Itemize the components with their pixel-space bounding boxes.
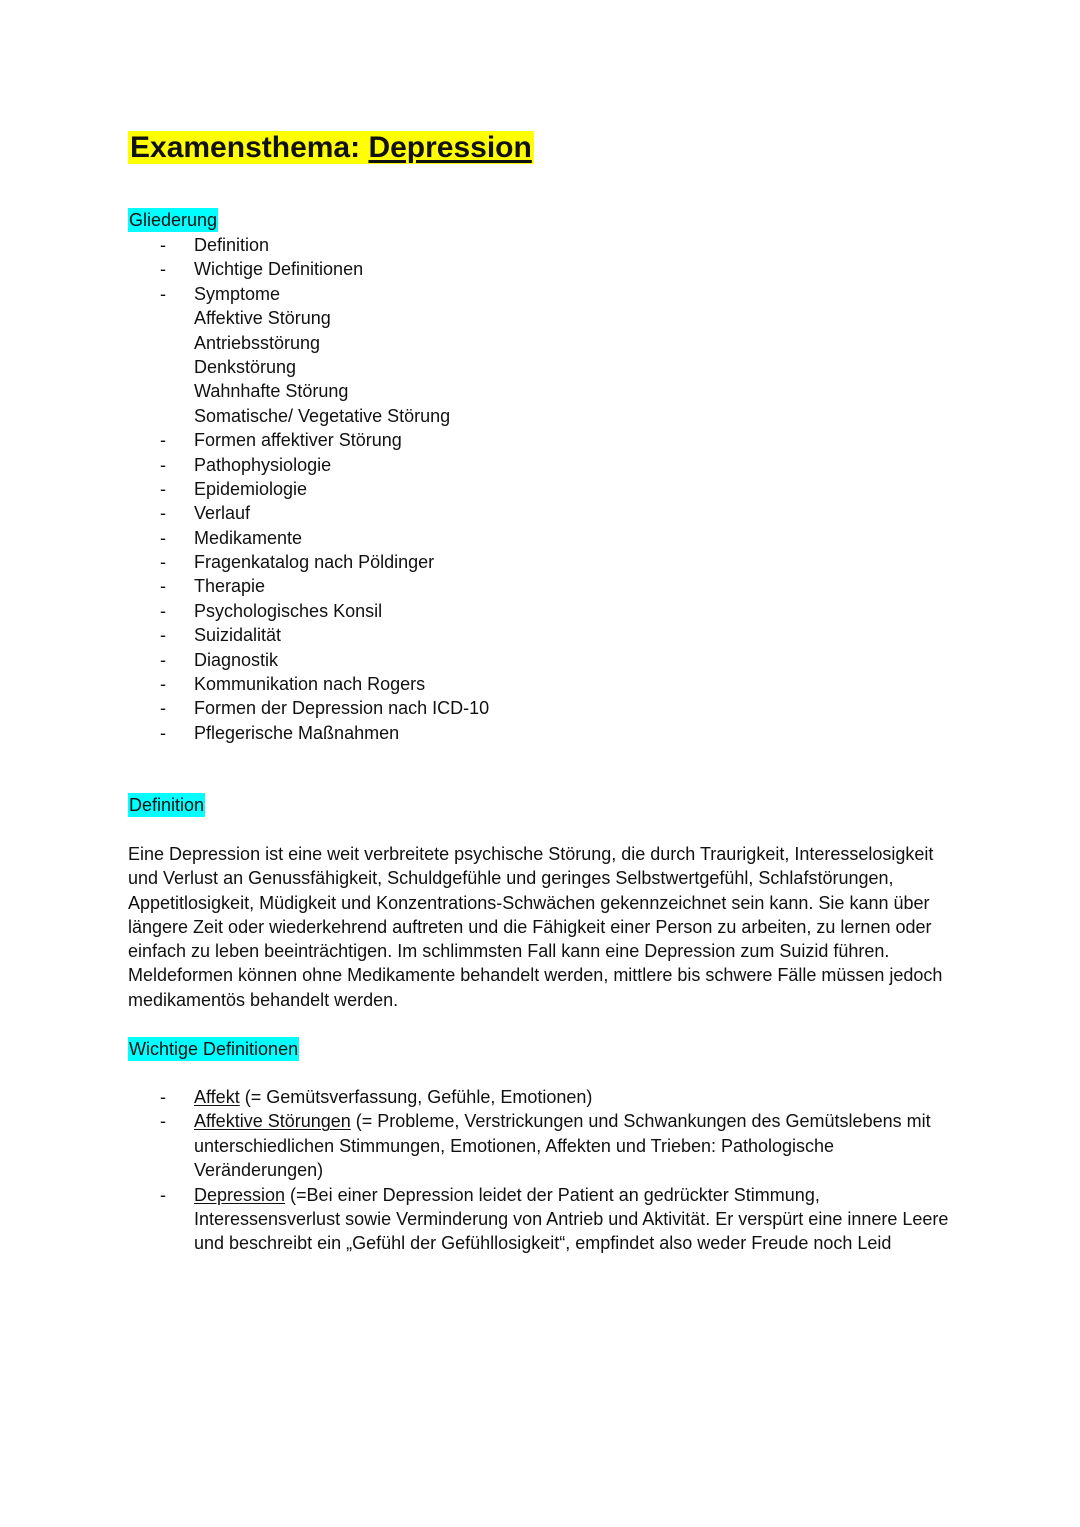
definition-text: (=Bei einer Depression leidet der Patient an gedrückter Stimmung, Interessensverlust sowie Verminderung von Antrieb und Aktivität. Er verspürt eine innere Leere und beschreibt ein „Gefühl der Gefühllosigkeit“, empfindet also weder Freude noch Leid xyxy=(194,1184,949,1254)
list-dash: - xyxy=(160,1184,166,1205)
definition-text: (= Gemütsverfassung, Gefühle, Emotionen) xyxy=(239,1087,593,1107)
definition-term: Depression xyxy=(194,1184,286,1205)
outline-item-label: Denkstörung xyxy=(194,356,297,377)
outline-item-label: Wichtige Definitionen xyxy=(194,259,364,280)
outline-item xyxy=(128,233,489,257)
list-dash: - xyxy=(160,283,166,304)
list-dash: - xyxy=(160,698,166,719)
list-dash: - xyxy=(160,527,166,548)
outline-item xyxy=(128,721,489,745)
important-definitions-list xyxy=(128,1085,958,1256)
definition-item xyxy=(128,1085,958,1109)
outline-item xyxy=(128,379,489,403)
outline-item-label: Wahnhafte Störung xyxy=(194,381,349,402)
outline-item xyxy=(128,623,489,647)
outline-item-label: Formen affektiver Störung xyxy=(194,430,402,451)
outline-item-label: Somatische/ Vegetative Störung xyxy=(194,405,451,426)
outline-item-label: Definition xyxy=(194,235,270,255)
important-definitions-heading: Wichtige Definitionen xyxy=(129,1039,299,1059)
outline-item xyxy=(128,453,489,477)
outline-item xyxy=(128,477,489,501)
definition-item xyxy=(128,1109,958,1182)
outline-item xyxy=(128,672,489,696)
list-dash: - xyxy=(160,235,166,255)
outline-item xyxy=(128,501,489,525)
definition-heading: Definition xyxy=(129,795,205,815)
outline-heading: Gliederung xyxy=(129,210,218,230)
outline-item-label: Psychologisches Konsil xyxy=(194,600,383,621)
list-dash: - xyxy=(160,722,166,743)
definition-term: Affektive Störungen xyxy=(194,1111,351,1132)
outline-item xyxy=(128,696,489,720)
title-highlight xyxy=(128,131,534,164)
outline-item xyxy=(128,355,489,379)
list-dash: - xyxy=(160,454,166,475)
list-dash: - xyxy=(160,1111,166,1132)
outline-item xyxy=(128,282,489,306)
outline-item xyxy=(128,331,489,355)
outline-item xyxy=(128,404,489,428)
outline-item-label: Fragenkatalog nach Pöldinger xyxy=(194,552,435,573)
outline-item-label: Diagnostik xyxy=(194,649,279,670)
outline-item-label: Suizidalität xyxy=(194,625,282,646)
outline-item-label: Kommunikation nach Rogers xyxy=(194,674,426,695)
list-dash: - xyxy=(160,430,166,451)
outline-item xyxy=(128,574,489,598)
list-dash: - xyxy=(160,552,166,573)
outline-item-label: Therapie xyxy=(194,576,266,597)
title-topic: Depression xyxy=(368,131,532,164)
list-dash: - xyxy=(160,1087,166,1107)
list-dash: - xyxy=(160,625,166,646)
outline-item xyxy=(128,428,489,452)
outline-item-label: Affektive Störung xyxy=(194,308,331,329)
outline-item-label: Pathophysiologie xyxy=(194,454,332,475)
outline-item-label: Verlauf xyxy=(194,503,251,524)
list-dash: - xyxy=(160,649,166,670)
definition-paragraph: Eine Depression ist eine weit verbreitete psychische Störung, die durch Traurigkeit, Interesselosigkeit und Verlust an Genussfähigkeit, Schuldgefühle und geringes Selbstwertgefühl, Schlafstörungen, Appetitlosigkeit, Müdigkeit und Konzentrations-Schwächen gekennzeichnet sein kann. Sie kann über längere Zeit oder wiederkehrend auftreten und die Fähigkeit einer Person zu arbeiten, zu lernen oder einfach zu leben beeinträchtigen. Im schlimmsten Fall kann eine Depression zum Suizid führen. Meldeformen können ohne Medikamente behandelt werden, mittlere bis schwere Fälle müssen jedoch medikamentös behandelt werden. xyxy=(128,844,943,1010)
outline-item-label: Medikamente xyxy=(194,527,303,548)
outline-item-label: Formen der Depression nach ICD-10 xyxy=(194,698,490,719)
outline-list xyxy=(128,233,489,745)
list-dash: - xyxy=(160,503,166,524)
list-dash: - xyxy=(160,576,166,597)
title-prefix: Examensthema: xyxy=(130,131,369,164)
definition-text: (= Probleme, Verstrickungen und Schwankungen des Gemütslebens mit unterschiedlichen Stimmungen, Emotionen, Affekten und Trieben: Pathologische Veränderungen) xyxy=(194,1111,931,1181)
list-dash: - xyxy=(160,600,166,621)
outline-item xyxy=(128,648,489,672)
outline-item-label: Epidemiologie xyxy=(194,478,308,499)
definition-term: Affekt xyxy=(194,1087,240,1107)
outline-item-label: Symptome xyxy=(194,283,281,304)
outline-item xyxy=(128,599,489,623)
definition-item xyxy=(128,1183,958,1256)
outline-item xyxy=(128,526,489,550)
outline-item xyxy=(128,550,489,574)
outline-item-label: Antriebsstörung xyxy=(194,332,321,353)
list-dash: - xyxy=(160,478,166,499)
list-dash: - xyxy=(160,674,166,695)
page-title xyxy=(128,127,534,169)
outline-item xyxy=(128,257,489,281)
outline-item xyxy=(128,306,489,330)
list-dash: - xyxy=(160,259,166,280)
outline-item-label: Pflegerische Maßnahmen xyxy=(194,722,400,743)
